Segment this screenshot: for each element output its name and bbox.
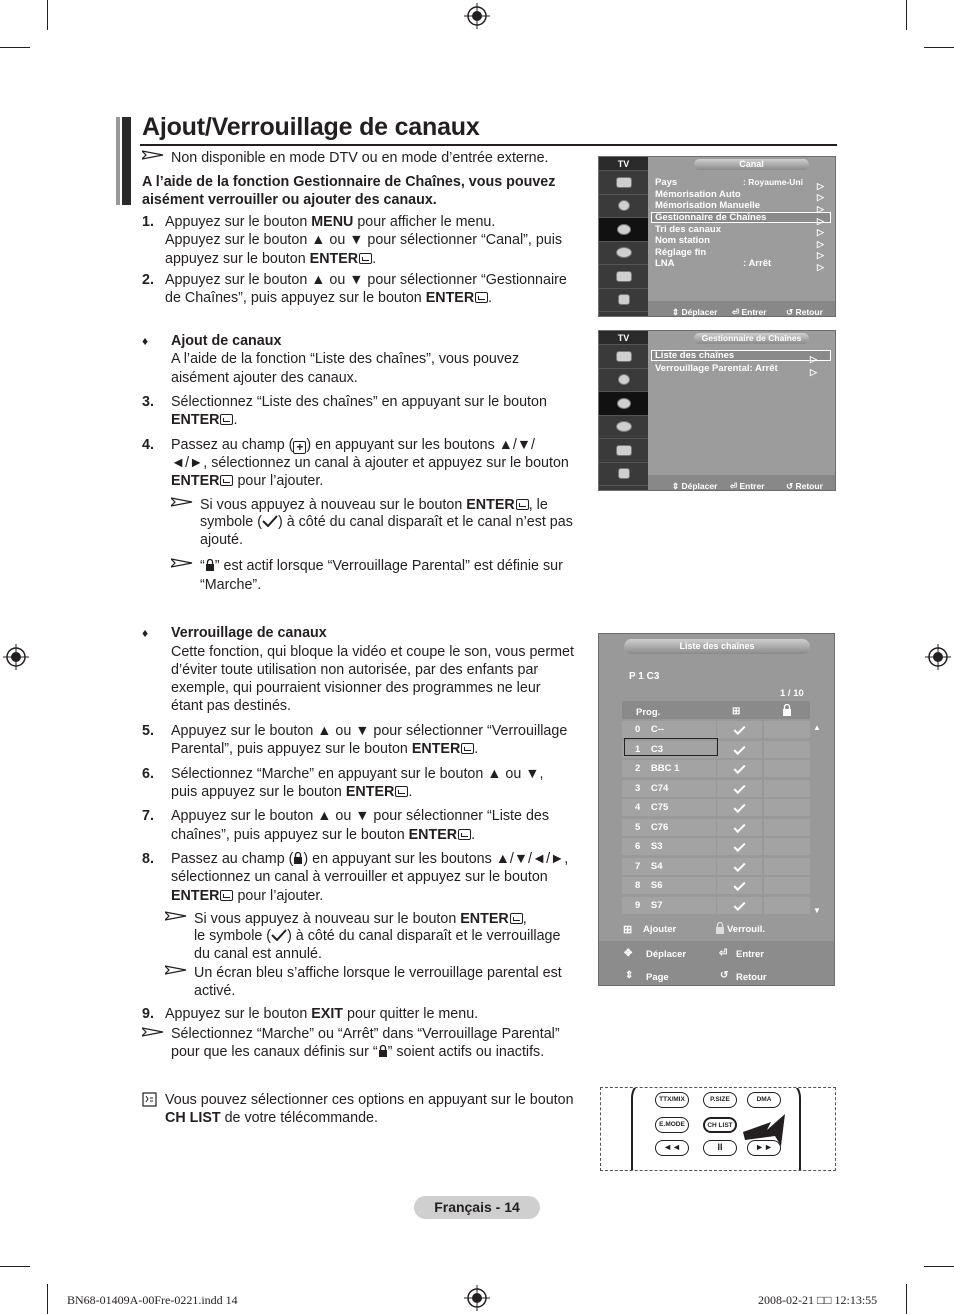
table-row[interactable] xyxy=(622,858,716,875)
picture-menu-icon xyxy=(599,345,648,369)
step-6-line-2: puis appuyez sur le bouton ENTER . xyxy=(171,784,413,800)
step-3-line-1: Sélectionnez “Liste des chaînes” en appuyant sur le bouton xyxy=(171,394,547,410)
lock-label: Verrouil. xyxy=(727,924,766,935)
table-row[interactable] xyxy=(622,877,716,894)
footer-date-info: 2008-02-21 □□ 12:13:55 xyxy=(758,1293,878,1307)
remote-control-illustration xyxy=(600,1087,836,1171)
note-not-available: Non disponible en mode DTV ou en mode d’entrée externe. xyxy=(171,150,549,166)
row-added-cell[interactable] xyxy=(717,780,762,797)
add-label: Ajouter xyxy=(643,924,677,935)
sound-menu-icon xyxy=(599,369,648,393)
enter-icon xyxy=(510,913,523,924)
footer-page: Page xyxy=(646,972,669,983)
scroll-down-icon[interactable]: ▼ xyxy=(813,906,821,915)
remote-btn-psize[interactable]: P.SIZE xyxy=(703,1092,737,1108)
step-7-line-2: chaînes”, puis appuyez sur le bouton ENTER . xyxy=(171,827,476,843)
menu-item-name[interactable]: Nom station xyxy=(655,235,710,246)
check-icon xyxy=(733,879,745,891)
osd-screen-channel-manager xyxy=(598,330,836,491)
row-added-cell[interactable] xyxy=(717,721,762,738)
arrow-right-icon: ▷ xyxy=(817,216,824,226)
bullet-diamond-icon: ♦ xyxy=(142,334,149,348)
footer-back: ↺ Retour xyxy=(786,481,823,491)
move-icon: ✥ xyxy=(624,948,633,959)
footer-back: ↺ Retour xyxy=(786,307,823,317)
add-desc-1: A l’aide de la fonction “Liste des chaînes”, vous pouvez xyxy=(171,351,520,367)
enter-icon xyxy=(516,499,529,510)
enter-icon: ⏎ xyxy=(719,948,728,959)
menu-item-pays[interactable]: Pays : Royaume-Uni xyxy=(655,177,803,188)
note-4a-line-2: symbole ( ) à côté du canal disparaît et le canal n’est pas xyxy=(200,514,573,530)
enter-icon xyxy=(475,292,488,303)
check-icon xyxy=(733,898,745,910)
tip-line-1: Vous pouvez sélectionner ces options en appuyant sur le bouton xyxy=(165,1092,574,1108)
add-field-icon: + xyxy=(293,441,306,454)
osd-header: Liste des chaînes xyxy=(624,639,810,654)
remote-btn-emode[interactable]: E.MODE xyxy=(655,1117,689,1133)
note-9-line-2: pour que les canaux définis sur “ ” soient actifs ou inactifs. xyxy=(171,1044,545,1060)
remote-btn-ttxmix[interactable]: TTX/MIX xyxy=(655,1092,689,1108)
row-channel: 2 BBC 1 xyxy=(622,760,716,777)
osd-sidebar xyxy=(599,331,648,490)
arrow-right-icon: ▷ xyxy=(817,262,824,272)
menu-item-auto[interactable]: Mémorisation Auto xyxy=(655,188,741,200)
row-added-cell[interactable] xyxy=(717,858,762,875)
section-lock-title: Verrouillage de canaux xyxy=(171,625,327,641)
row-channel: 4 C75 xyxy=(622,799,716,816)
row-added-cell[interactable] xyxy=(717,799,762,816)
check-icon xyxy=(733,762,745,774)
enter-icon xyxy=(220,414,233,425)
title-bar-decoration xyxy=(116,117,131,205)
row-lock-cell[interactable] xyxy=(764,819,810,836)
note-9-line-1: Sélectionnez “Marche” ou “Arrêt” dans “Verrouillage Parental” xyxy=(171,1026,560,1042)
step-2-line-2: de Chaînes”, puis appuyez sur le bouton ENTER . xyxy=(165,290,493,306)
digital-menu-icon xyxy=(599,463,648,487)
current-channel: P 1 C3 xyxy=(629,671,660,682)
step-8-number: 8. xyxy=(142,851,154,867)
arrow-right-icon: ▷ xyxy=(817,181,824,191)
row-lock-cell[interactable] xyxy=(764,760,810,777)
row-lock-cell[interactable] xyxy=(764,741,810,758)
step-8-line-3: ENTER pour l’ajouter. xyxy=(171,888,324,904)
step-3-line-2: ENTER . xyxy=(171,412,238,428)
note-4a-line-1: Si vous appuyez à nouveau sur le bouton ENTER , le xyxy=(200,497,548,513)
row-lock-cell[interactable] xyxy=(764,897,810,914)
enter-icon xyxy=(220,475,233,486)
check-icon xyxy=(733,820,745,832)
check-icon xyxy=(733,781,745,793)
step-6-line-1: Sélectionnez “Marche” en appuyant sur le bouton ▲ ou ▼, xyxy=(171,766,544,782)
footer-enter: ⏎ Entrer xyxy=(732,307,767,317)
enter-icon xyxy=(458,829,471,840)
row-channel: 0 C-- xyxy=(622,721,716,738)
col-prog: Prog. xyxy=(636,707,661,718)
menu-item-lna[interactable]: LNA : Arrêt xyxy=(655,258,772,269)
scroll-up-icon[interactable]: ▲ xyxy=(813,723,821,732)
check-icon xyxy=(733,859,745,871)
note-8b-line-1: Un écran bleu s’affiche lorsque le verrouillage parental est xyxy=(194,965,562,981)
table-row[interactable] xyxy=(622,721,716,738)
row-added-cell[interactable] xyxy=(717,819,762,836)
row-channel: 8 S6 xyxy=(622,877,716,894)
sound-menu-icon xyxy=(599,195,648,219)
registration-mark-left xyxy=(3,644,29,670)
table-row[interactable] xyxy=(622,897,716,914)
row-lock-cell[interactable] xyxy=(764,721,810,738)
page-title: Ajout/Verrouillage de canaux xyxy=(142,113,480,141)
step-1-line-2: Appuyez sur le bouton ▲ ou ▼ pour sélectionner “Canal”, puis xyxy=(165,232,563,248)
row-added-cell[interactable] xyxy=(717,741,762,758)
back-icon: ↺ xyxy=(720,970,729,981)
section-add-title: Ajout de canaux xyxy=(171,333,282,349)
footer-move: ⇕ Déplacer xyxy=(672,481,718,491)
step-5-line-1: Appuyez sur le bouton ▲ ou ▼ pour sélectionner “Verrouillage xyxy=(171,723,568,739)
row-channel: 6 S3 xyxy=(622,838,716,855)
osd-footer xyxy=(648,301,835,316)
input-menu-icon xyxy=(599,265,648,289)
step-6-number: 6. xyxy=(142,766,154,782)
table-row[interactable] xyxy=(622,819,716,836)
scrollbar[interactable] xyxy=(812,719,824,914)
setup-menu-icon xyxy=(599,416,648,440)
check-icon xyxy=(733,742,745,754)
osd-sidebar xyxy=(599,157,648,316)
menu-item-sort[interactable]: Tri des canaux xyxy=(655,223,722,235)
note-arrow-icon xyxy=(142,1027,164,1037)
row-channel: 3 C74 xyxy=(622,780,716,797)
row-added-cell[interactable] xyxy=(717,760,762,777)
menu-item-channel-list[interactable]: Liste des chaînes xyxy=(651,350,831,361)
table-row[interactable] xyxy=(622,838,716,855)
lock-col-icon xyxy=(782,704,792,716)
step-7-number: 7. xyxy=(142,808,154,824)
footer-back: Retour xyxy=(736,972,767,983)
note-arrow-icon xyxy=(165,911,187,921)
check-icon xyxy=(733,723,745,735)
note-8a-line-1: Si vous appuyez à nouveau sur le bouton ENTER , xyxy=(194,911,527,927)
lock-desc-2: d’éviter toute utilisation non autorisée, par des enfants par xyxy=(171,662,539,678)
enter-icon xyxy=(395,786,408,797)
picture-menu-icon xyxy=(599,171,648,195)
arrow-right-icon: ▷ xyxy=(810,354,817,364)
digital-menu-icon xyxy=(599,289,648,313)
remote-btn-ffwd[interactable]: ►► xyxy=(747,1140,781,1156)
enter-icon xyxy=(359,253,372,264)
step-5-line-2: Parental”, puis appuyez sur le bouton ENTER . xyxy=(171,741,479,757)
note-4b-line-2: “Marche”. xyxy=(200,577,262,593)
row-lock-cell[interactable] xyxy=(764,838,810,855)
setup-menu-icon xyxy=(599,242,648,266)
row-channel: 9 S7 xyxy=(622,897,716,914)
table-row[interactable] xyxy=(622,799,716,816)
intro-line-2: aisément verrouiller ou ajouter des canaux. xyxy=(142,192,437,208)
table-row[interactable] xyxy=(622,760,716,777)
step-4-line-1: Passez au champ ( + ) en appuyant sur les boutons ▲/▼/ xyxy=(171,437,535,454)
osd-header: Canal xyxy=(694,159,809,170)
lock-icon xyxy=(378,1045,388,1057)
step-1-number: 1. xyxy=(142,214,154,230)
step-3-number: 3. xyxy=(142,394,154,410)
step-4-line-3: ENTER pour l’ajouter. xyxy=(171,473,324,489)
note-4b-line-1: “ ” est actif lorsque “Verrouillage Parental” est définie sur xyxy=(200,558,563,574)
step-2-line-1: Appuyez sur le bouton ▲ ou ▼ pour sélectionner “Gestionnaire xyxy=(165,272,567,288)
registration-mark-right xyxy=(925,644,951,670)
footer-file-info: BN68-01409A-00Fre-0221.indd 14 xyxy=(67,1293,238,1307)
note-4a-line-3: ajouté. xyxy=(200,532,243,548)
row-added-cell[interactable] xyxy=(717,897,762,914)
osd-footer xyxy=(648,475,835,490)
arrow-right-icon: ▷ xyxy=(817,239,824,249)
row-lock-cell[interactable] xyxy=(764,877,810,894)
list-header xyxy=(622,701,810,719)
footer-move: Déplacer xyxy=(646,949,687,960)
step-9-line-1: Appuyez sur le bouton EXIT pour quitter le menu. xyxy=(165,1006,479,1022)
row-lock-cell[interactable] xyxy=(764,858,810,875)
check-icon xyxy=(271,929,287,941)
add-icon: ⊞ xyxy=(623,924,633,936)
row-added-cell[interactable] xyxy=(717,838,762,855)
menu-item-channel-manager[interactable]: Gestionnaire de Chaînes xyxy=(651,212,831,223)
table-row[interactable] xyxy=(622,780,716,797)
enter-icon xyxy=(461,743,474,754)
row-added-cell[interactable] xyxy=(717,877,762,894)
registration-mark-top xyxy=(464,3,490,29)
lock-icon xyxy=(205,559,215,571)
arrow-right-icon: ▷ xyxy=(817,204,824,214)
remote-btn-dma[interactable]: DMA xyxy=(747,1092,781,1108)
osd-footer xyxy=(599,941,834,985)
note-arrow-icon xyxy=(171,497,193,507)
step-1-line-3: appuyez sur le bouton ENTER . xyxy=(165,251,377,267)
enter-icon xyxy=(220,890,233,901)
menu-item-manual[interactable]: Mémorisation Manuelle xyxy=(655,200,761,211)
tip-memo-icon xyxy=(142,1092,158,1108)
step-8-line-2: sélectionnez un canal à verrouiller et appuyez sur le bouton xyxy=(171,869,548,885)
note-8a-line-3: du canal est annulé. xyxy=(194,946,322,962)
add-desc-2: aisément ajouter des canaux. xyxy=(171,370,358,386)
step-4-line-2: ◄/►, sélectionnez un canal à ajouter et appuyez sur le bouton xyxy=(171,455,569,471)
tip-line-2: CH LIST de votre télécommande. xyxy=(165,1110,378,1126)
input-menu-icon xyxy=(599,439,648,463)
channel-menu-icon xyxy=(599,392,648,416)
row-lock-cell[interactable] xyxy=(764,799,810,816)
arrow-right-icon: ▷ xyxy=(817,250,824,260)
footer-move: ⇕ Déplacer xyxy=(672,307,718,317)
row-lock-cell[interactable] xyxy=(764,780,810,797)
note-8b-line-2: activé. xyxy=(194,983,236,999)
arrow-right-icon: ▷ xyxy=(817,227,824,237)
step-9-number: 9. xyxy=(142,1006,154,1022)
step-7-line-1: Appuyez sur le bouton ▲ ou ▼ pour sélectionner “Liste des xyxy=(171,808,549,824)
note-arrow-icon xyxy=(142,150,164,160)
osd-screen-channel xyxy=(598,156,836,317)
row-channel: 7 S4 xyxy=(622,858,716,875)
osd-tv-label: TV xyxy=(617,332,630,343)
remote-btn-pause[interactable]: II xyxy=(703,1140,737,1156)
osd-tv-label: TV xyxy=(617,158,630,169)
add-col-icon: ⊞ xyxy=(732,706,741,717)
row-channel: 5 C76 xyxy=(622,819,716,836)
bullet-diamond-icon: ♦ xyxy=(142,626,149,640)
remote-btn-rewind[interactable]: ◄◄ xyxy=(655,1140,689,1156)
arrow-right-icon: ▷ xyxy=(810,367,817,377)
remote-btn-chlist[interactable]: CH LIST xyxy=(703,1117,737,1133)
note-8a-line-2: le symbole ( ) à côté du canal disparaît et le verrouillage xyxy=(194,928,561,944)
lock-icon xyxy=(715,922,725,934)
step-4-number: 4. xyxy=(142,437,154,453)
menu-item-fine-tune[interactable]: Réglage fin xyxy=(655,246,707,258)
intro-line-1: A l’aide de la fonction Gestionnaire de Chaînes, vous pouvez xyxy=(142,174,556,190)
step-2-number: 2. xyxy=(142,272,154,288)
osd-header: Gestionnaire de Chaînes xyxy=(694,333,809,344)
title-rule xyxy=(140,144,837,146)
step-1-line-1: Appuyez sur le bouton MENU pour afficher le menu. xyxy=(165,214,496,230)
check-icon xyxy=(262,515,278,527)
lock-icon xyxy=(293,852,303,864)
step-5-number: 5. xyxy=(142,723,154,739)
lock-desc-4: étant pas destinés. xyxy=(171,698,292,714)
check-icon xyxy=(733,840,745,852)
note-arrow-icon xyxy=(171,558,193,568)
channel-menu-icon xyxy=(599,218,648,242)
selected-row-cursor xyxy=(624,738,718,756)
registration-mark-bottom xyxy=(464,1285,490,1311)
note-arrow-icon xyxy=(165,965,187,975)
arrow-right-icon: ▷ xyxy=(817,192,824,202)
menu-item-parental-lock[interactable]: Verrouillage Parental: Arrêt xyxy=(655,363,778,374)
osd-screen-channel-list xyxy=(598,633,835,986)
page-number-label: Français - 14 xyxy=(414,1196,540,1219)
page-icon: ⇕ xyxy=(625,970,634,981)
page-indicator: 1 / 10 xyxy=(780,688,804,699)
footer-enter: Entrer xyxy=(736,949,764,960)
footer-enter: ⏎ Entrer xyxy=(730,481,765,491)
lock-desc-1: Cette fonction, qui bloque la vidéo et coupe le son, vous permet xyxy=(171,644,574,660)
step-8-line-1: Passez au champ ( ) en appuyant sur les boutons ▲/▼/◄/►, xyxy=(171,851,569,867)
row-channel: 1 C3 xyxy=(622,741,716,758)
lock-desc-3: exemple, qui pourraient visionner des programmes ne leur xyxy=(171,680,541,696)
check-icon xyxy=(733,801,745,813)
